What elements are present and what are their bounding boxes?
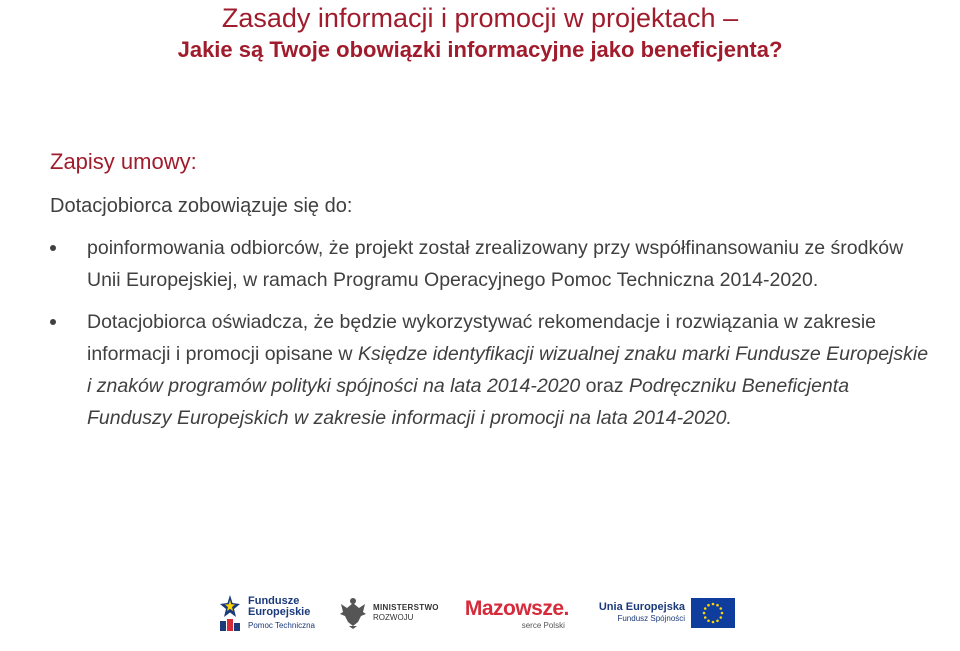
logo-ministerstwo-rozwoju — [339, 596, 439, 630]
fe-name-line1: Fundusze — [248, 594, 300, 607]
page-title: Zasady informacji i promocji w projektach – — [221, 3, 739, 33]
eu-star-icon — [720, 616, 723, 619]
fundusze-europejskie-star-icon — [218, 594, 242, 632]
eu-star-icon — [712, 603, 715, 606]
eu-star-icon — [704, 616, 707, 619]
logo-mazowsze — [465, 597, 569, 630]
eu-star-icon — [721, 612, 724, 615]
eu-star-icon — [720, 607, 723, 610]
ministry-name-line2: ROZWOJU — [373, 613, 414, 622]
list-item-text-connector: oraz — [580, 375, 629, 397]
obligations-list — [50, 232, 930, 434]
logo-fundusze-europejskie — [218, 594, 315, 632]
eu-flag-icon — [691, 598, 735, 628]
polish-eagle-emblem-icon — [339, 596, 367, 630]
page-subtitle: Jakie są Twoje obowiązki informacyjne jako beneficjenta? — [177, 37, 783, 62]
bullet-icon — [50, 245, 56, 251]
mazowsze-name: Mazowsze. — [464, 596, 569, 620]
mazowsze-tagline: serce Polski — [521, 620, 565, 630]
eu-fund-name: Fundusz Spójności — [617, 614, 686, 623]
fe-program-name: Pomoc Techniczna — [248, 620, 315, 630]
footer-logos — [218, 593, 735, 633]
ministry-name-line1: MINISTERSTWO — [373, 603, 439, 612]
fe-name-line2: Europejskie — [248, 605, 311, 618]
guide-title-italic: Księdze identyfikacji wizualnej znaku marki Fundusze Europejskie i znaków programów polityki spójności na lata 2014-2020 — [87, 343, 929, 397]
slide-content — [50, 148, 930, 444]
eu-star-icon — [716, 619, 719, 622]
eu-star-icon — [716, 604, 719, 607]
intro-text: Dotacjobiorca zobowiązuje się do: — [50, 195, 353, 217]
eu-star-icon — [712, 621, 715, 624]
list-item — [50, 306, 930, 434]
list-item — [50, 232, 930, 296]
bullet-icon — [50, 319, 56, 325]
eu-name: Unia Europejska — [598, 601, 686, 613]
handbook-title-italic: Podręczniku Beneficjenta Funduszy Europejskich w zakresie informacji i promocji na lata 2014-2020. — [87, 375, 850, 429]
list-item-text: poinformowania odbiorców, że projekt został zrealizowany przy współfinansowaniu ze środków Unii Europejskiej, w ramach Programu Operacyjnego Pomoc Techniczna 2014-2020. — [87, 237, 904, 291]
eu-star-icon — [703, 612, 706, 615]
eu-star-icon — [707, 604, 710, 607]
logo-unia-europejska — [599, 598, 735, 628]
list-item-text: Dotacjobiorca oświadcza, że będzie wykorzystywać rekomendacje i rozwiązania w zakresie informacji i promocji opisane w — [87, 311, 876, 365]
section-heading: Zapisy umowy: — [50, 149, 197, 174]
eu-star-icon — [704, 607, 707, 610]
eu-star-icon — [707, 619, 710, 622]
